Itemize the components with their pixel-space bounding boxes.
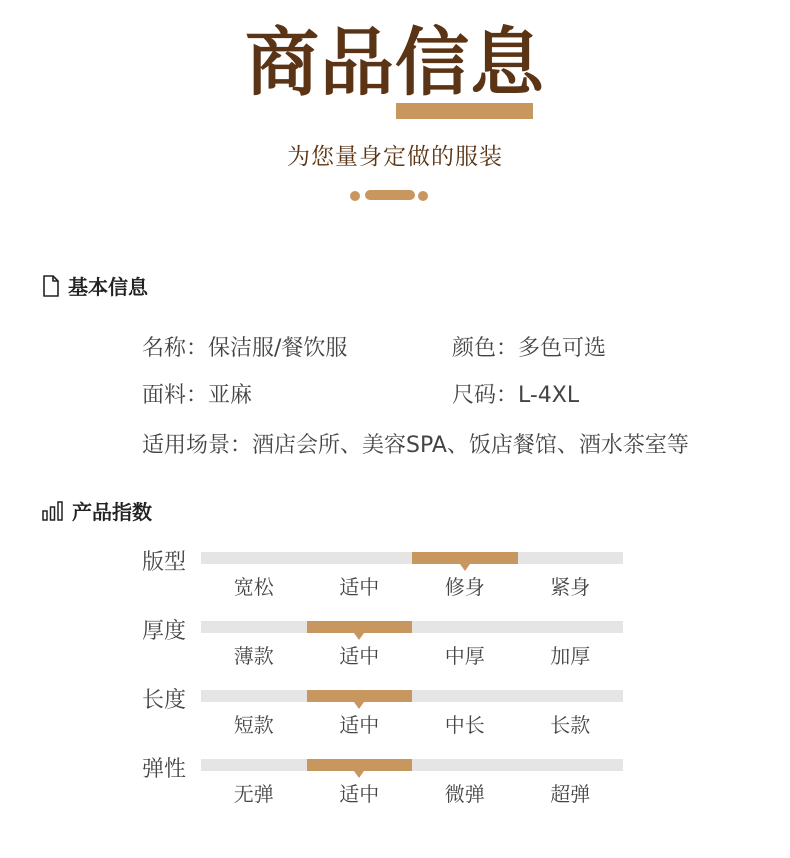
index-option-label: 薄款 <box>233 644 274 668</box>
product-index-title: 产品指数 <box>72 500 152 524</box>
index-row-label: 长度 <box>142 688 187 713</box>
index-track <box>201 621 623 633</box>
index-option-label: 适中 <box>339 782 380 806</box>
page-subtitle: 为您量身定做的服装 <box>287 144 503 170</box>
index-track <box>201 552 623 564</box>
bar-chart-icon <box>42 501 64 521</box>
index-option-label: 长款 <box>550 713 591 737</box>
index-row-label: 厚度 <box>142 619 187 644</box>
decor-dot-left <box>350 191 360 201</box>
index-option-label: 宽松 <box>233 575 274 599</box>
index-option-label: 适中 <box>339 575 380 599</box>
index-option-label: 紧身 <box>550 575 591 599</box>
index-track <box>201 759 623 771</box>
page-title: 商品信息 <box>245 20 545 106</box>
index-row-label: 版型 <box>142 550 187 575</box>
index-option-label: 中厚 <box>444 644 485 668</box>
info-fabric: 面料：亚麻 <box>142 383 253 408</box>
basic-info-header <box>42 271 148 300</box>
index-option-label: 短款 <box>233 713 274 737</box>
index-option-label: 适中 <box>339 644 380 668</box>
index-selected-fill <box>307 759 413 771</box>
document-icon <box>42 275 60 297</box>
index-pointer <box>460 564 470 571</box>
index-pointer <box>354 702 364 709</box>
index-pointer <box>354 633 364 640</box>
index-selected-fill <box>412 552 518 564</box>
info-name: 名称：保洁服/餐饮服 <box>142 336 348 361</box>
index-option-label: 加厚 <box>550 644 591 668</box>
product-index-header <box>42 496 152 525</box>
index-option-label: 无弹 <box>233 782 274 806</box>
index-pointer <box>354 771 364 778</box>
index-selected-fill <box>307 621 413 633</box>
info-color: 颜色：多色可选 <box>452 336 607 361</box>
index-option-label: 修身 <box>444 575 485 599</box>
index-option-label: 超弹 <box>550 782 591 806</box>
index-track <box>201 690 623 702</box>
decor-pill <box>365 190 415 200</box>
info-size: 尺码：L-4XL <box>452 383 580 408</box>
index-selected-fill <box>307 690 413 702</box>
index-option-label: 微弹 <box>444 782 485 806</box>
index-option-label: 适中 <box>339 713 380 737</box>
index-option-label: 中长 <box>444 713 485 737</box>
index-row-label: 弹性 <box>142 757 187 782</box>
basic-info-title: 基本信息 <box>68 275 148 299</box>
info-scene: 适用场景：酒店会所、美容SPA、饭店餐馆、酒水茶室等 <box>142 433 689 458</box>
decor-dot-right <box>418 191 428 201</box>
